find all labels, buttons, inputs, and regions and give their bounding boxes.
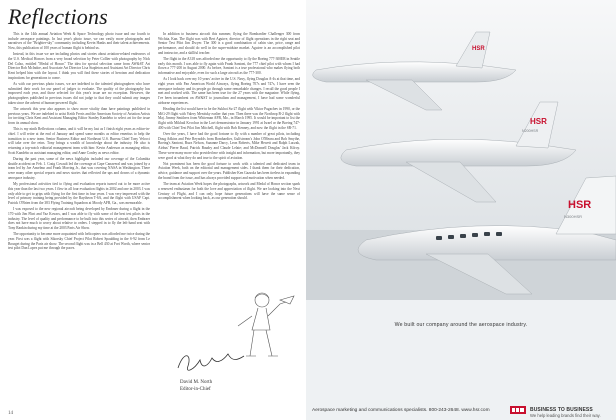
jet-2-registration: N200HSR (522, 129, 539, 133)
ad-tagline: We built our company around the aerospace industry. (394, 322, 528, 328)
text-column-1 (8, 32, 150, 384)
jet-1 (313, 32, 516, 110)
jet-2 (341, 102, 576, 202)
ad-contact-text[interactable]: Aerospace marketing and communications specialists. 800-243-2648. www.hsr.com (312, 408, 490, 413)
signature (160, 340, 270, 380)
jet-3-registration: N300HSR (564, 214, 583, 219)
paragraph: Not prominent has been the good fortune to work with a talented and dedicated team in Aviation Week, both on the editorial and management sides. I thank them for their dedication, advice, guidance and support over the years. Publisher Ken Gazzola has been tireless in expanding the brand from the issue, and has always provided support and motivation when needed. (158, 161, 300, 180)
author-name: David M. North (180, 380, 213, 385)
paragraph: My professional activities tied to flying and evaluation reports turned out to be more active this year than the last two years. I flew in all four evaluation flights in 2002 and one in 2003. I was only able to get to grips with flying for the first time in four years. I was very impressed with the level of primary training being provided by the Raytheon T-6A, and the flight with USAF Capt. Patrick O'Brien from the 383 Flying Training Squadron at Moody AFB, Ga., was memorable. (8, 182, 150, 205)
signature-block (160, 340, 270, 410)
paragraph: As with our previous photo issues, we are indebted to the talented photographers who have submitted their work for our panel of judges to evaluate. The quality of the photography has improved each year, and those selected for this year's issue are no exception. However, the photographers published in previous issues did not judge to that they could submit any images taken since the advent of human-powered flight. (8, 82, 150, 105)
paragraph: The opportunity to become more acquainted with helicopters was afforded me twice during the year. First was a flight with Sikorsky Chief Project Pilot Robert Spaulding in the S-92 from Le Bourget during the Paris air show. The second flight was in a Bell 430 at Fort Worth, where senior test pilot Dan Lopez put me through the paces. (8, 232, 150, 251)
paragraph: Over the years, I have had the good fortune to fly with a number of great pilots, including Doug Adkins and Pete Reynolds from Bombardier, Gulfstream's John O'Meara and Bob Smythe, Boeing's Santoni, Buzz Nelson, Suzanne Darcy, Leon Roberts, Mike Hewett and Ralph Luczak, Airbus' Pierre Baud, Patrick Baudry and Claude Lelaie; and McDonnell Douglas' Jack Kilroy. These were many more who provided me with insight and information, but more importantly, they were good at what they do and true to the spirit of aviation. (158, 132, 300, 160)
brand-name: BUSINESS TO BUSINESS (530, 407, 593, 413)
editorial-page (0, 0, 304, 420)
author-role: Editor-in-Chief (180, 387, 211, 392)
jets-illustration (306, 0, 616, 300)
paragraph: This is my ninth Reflections column, and it will be my last as I finish eight years as editor-in-chief. I will retire at the end of January and spend some months as editor emeritus to help the transition to a new team. Senior Business Editor and Northeast U.S. Bureau Chief Tony Velocci will take over the reins. Tony brings a wealth of knowledge about the industry. He also is returning a top-notch editorial management team with him: Kevin Anderson as managing editor, Scott Kandebo as assistant managing editor, and Anne Conley as news editor. (8, 127, 150, 155)
paragraph: Heading the list would have to be the Sukhoi Su-27 flight with Viktor Pugachev in 1990, or the MiG-29 flight with Valery Menitsky earlier that year. Then there was the Northrop B-2 flight with Maj. Jimmy Smithers from Whiteman AFB, Mo., in March 1995. It would be important to list the flight with Mikhail Kvochur in the Lavi demonstrator in January 1991 at Israel or the Boeing 747-400 with Chief Test Pilot Jim Mitchell, flight with Bob Kenney, and now the flight in the SR-71. (158, 107, 300, 130)
page-number: 14 (8, 411, 13, 416)
paragraph: I was exposed to the new regional aircraft being developed by Embraer during a flight in the 170 with Jim Flint and Vaz Kovacs, and I was able to fly with some of the best test pilots in the industry. The level of quality and performance to be built into this series of aircraft, then Embraer does not have much to worry about relative to orders. I stepped in to fly the left-hand seat with Tony Rankin during my time at the 2003 Paris Air Show. (8, 207, 150, 230)
paragraph: In addition to business aircraft this summer, flying the Bombardier Challenger 300 from Wichita, Kan. The flight was with Bert Aguirre, director of flight operations in the right seat and Senior Test Pilot Jim Dwyer. The 300 is a good combination of cabin size, price, range and performance, and should do well in the super-midsize market. Aguirre is an accomplished pilot and instructor, and a skillful teacher. (158, 32, 300, 55)
hsr-logo-icon (510, 406, 526, 414)
paragraph: The artwork this year also appears to show more vitality than have paintings published in previous years. We are indebted to artist Keith Ferris and the American Society of Aviation Artists for inviting Chris Kent and Assistant Managing Editor Stanley Kandebo to select art for the issue from its annual show. (8, 107, 150, 126)
ad-footer (306, 404, 616, 420)
jet-3-tail-mark: HSR (568, 199, 592, 211)
advertisement-page (306, 0, 616, 420)
paragraph: The flight in the A318 was afforded me the opportunity to fly the Boeing 777-300ER in Seattle early this month. I was able to fly again with Frank Santoni, the 777 chief pilot with whom I had flown a 777-200 in August 2000. As before, Santoni is a true professional who makes flying both informative and enjoyable, even for such a large aircraft as the 777-300. (158, 57, 300, 76)
paragraph: The team at Aviation Week hopes the photographs, artwork and Medal of Honor section spark a renewed enthusiasm for both the love and appreciation of flight. We are looking into the Next Century of Flight, and I can only hope future generations will have the same sense of accomplishment when looking back, as our generation should. (158, 182, 300, 201)
article-title: Reflections (8, 4, 108, 29)
brand-tagline: We help leading brands find their way. (530, 413, 601, 418)
paragraph: Instead, in this issue we are including photos and stories about aviation-related endeavors of the U.S. Medical Honors from a very broad selection by Peter Collier with photography by Nick Del Calzo, entitled "Medal of Honor." The idea for special selection came from AW&ST Art Director Bob McIndoe, and Associate Art Director Lisa Stapleton and Assistant Art Director Chris Kent helped him with the layout. I think you will find these stories of heroism and dedication inspirations for generations to come. (8, 52, 150, 80)
jet-1-tail-mark: HSR (472, 46, 485, 52)
paragraph: During the past year, some of the news highlights included our coverage of the Columbia shuttle accident on Feb. 1. Craig Covault led the coverage at Cape Canaveral and was joined by a team led by Joe Anselmo and Frank Morring Jr., that was covering NASA in Washington. There were many other special reports and news stories that reflected the ups and downs of a dynamic aerospace industry. (8, 157, 150, 180)
business-jets-photo (306, 0, 616, 300)
paragraph: This is the 14th annual Aviation Week & Space Technology photo issue and our fourth to include aerospace paintings. In last year's photo issue, we ran vastly more photographs and narratives of the "Brighter-sky" community including Kevin Hanks and their talent achievements. Now, this publication of 100 years of human flight is behind us. (8, 32, 150, 51)
paragraph: As I look back over my 10 years' active in the U.S. Navy, flying Douglas A-4s at that time, and eight years with Pan American World Airways, flying Boeing 707s and 747s, I have seen the aerospace industry and its people go through some remarkable changes. I recall the good people I met and worked with. The same has been true for the 27 years with the magazine. While flying, I've been incumbent on AW&ST to journalism and management, I have had some wonderful airborne experiences. (158, 77, 300, 105)
jet-2-tail-mark: HSR (530, 117, 547, 126)
